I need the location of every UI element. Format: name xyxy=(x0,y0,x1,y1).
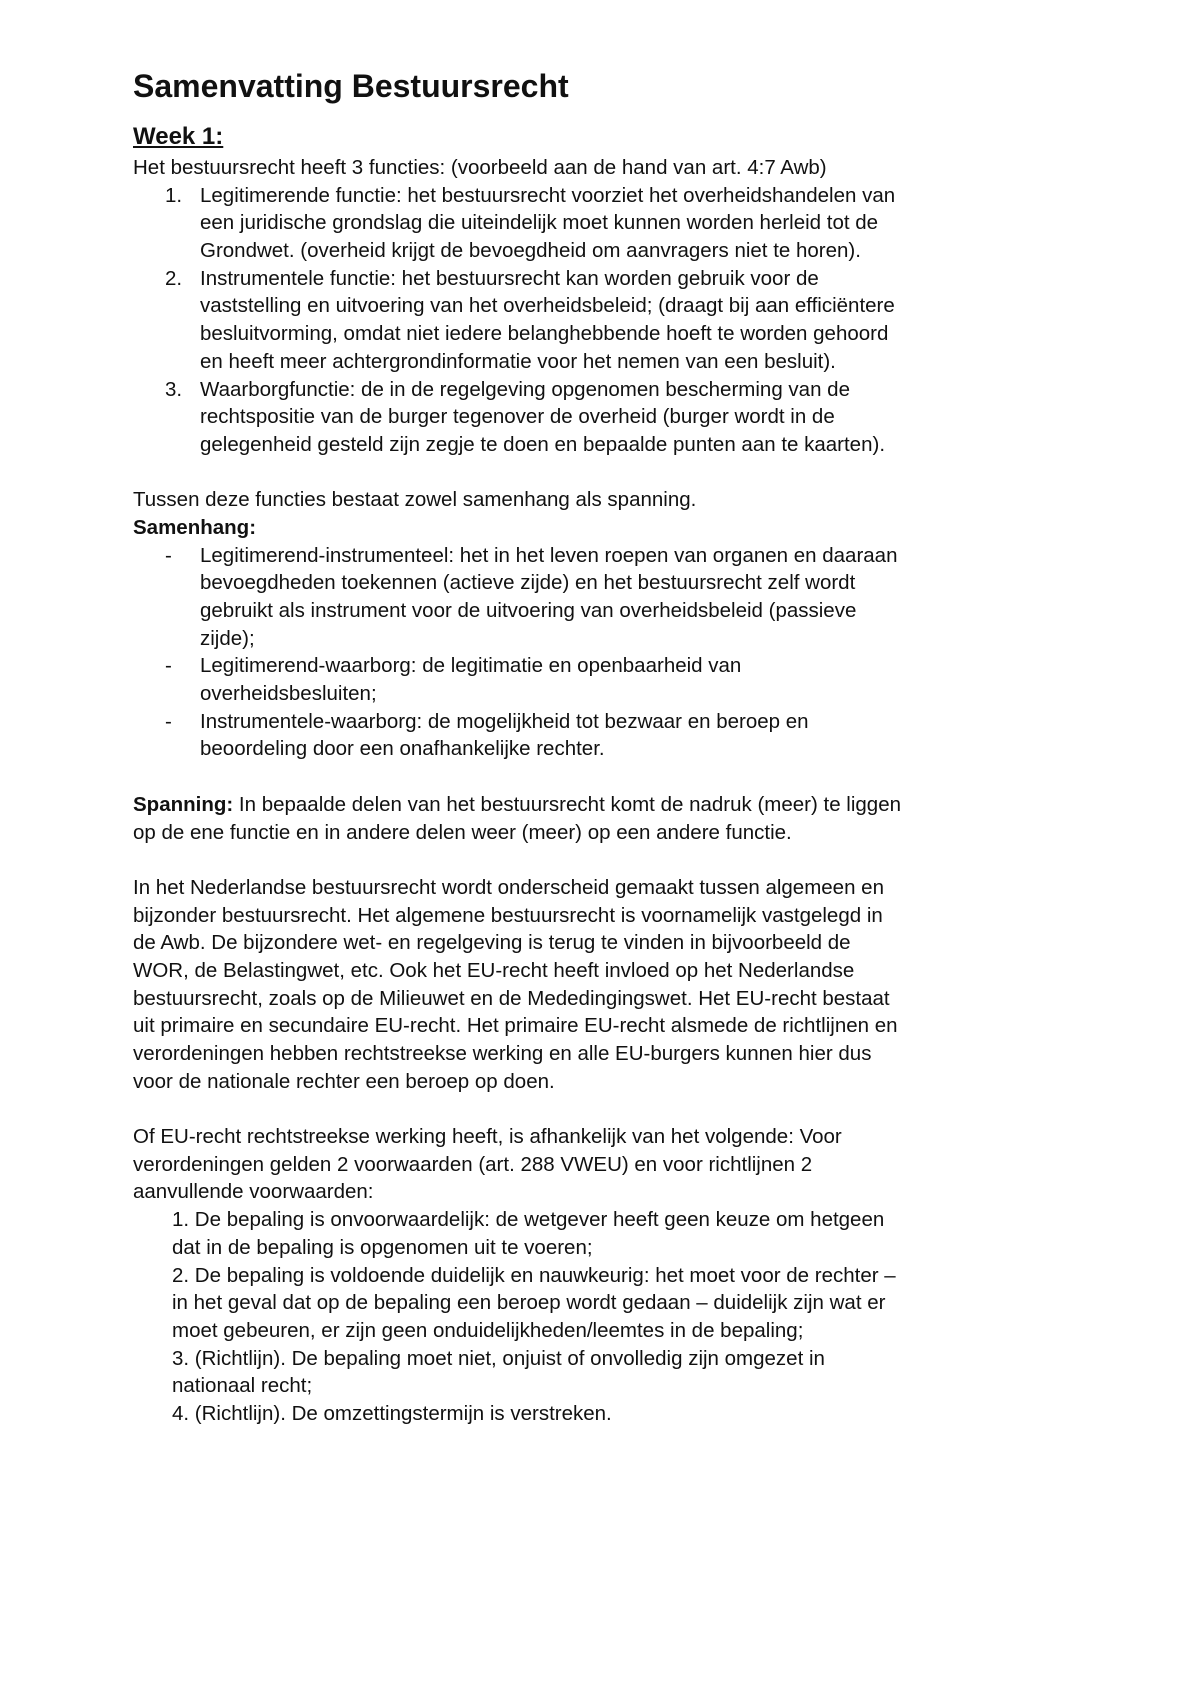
line-content: Instrumentele functie: het bestuursrecht kan worden gebruik voor de xyxy=(200,266,819,290)
line-content: besluitvorming, omdat niet iedere belanghebbende hoeft te worden gehoord xyxy=(200,322,889,346)
line-content: vaststelling en uitvoering van het overheidsbeleid; (draagt bij aan efficiëntere xyxy=(200,294,895,318)
line-text xyxy=(200,652,741,680)
line-content: de Awb. De bijzondere wet- en regelgeving is terug te vinden in bijvoorbeeld de xyxy=(133,931,851,955)
text-line xyxy=(0,597,1200,625)
line-content: Tussen deze functies bestaat zowel samenhang als spanning. xyxy=(133,488,697,512)
line-text xyxy=(172,1262,896,1290)
line-text xyxy=(200,735,605,763)
text-line xyxy=(0,652,1200,680)
text-line xyxy=(0,985,1200,1013)
line-content: Of EU-recht rechtstreekse werking heeft, is afhankelijk van het volgende: Voor xyxy=(133,1125,842,1149)
line-content: op de ene functie en in andere delen weer (meer) op een andere functie. xyxy=(133,820,792,844)
blank-line xyxy=(0,846,1200,874)
text-line xyxy=(0,735,1200,763)
line-content: dat in de bepaling is opgenomen uit te voeren; xyxy=(172,1235,593,1259)
text-line xyxy=(0,625,1200,653)
line-content: rechtspositie van de burger tegenover de overheid (burger wordt in de xyxy=(200,405,835,429)
text-line xyxy=(0,320,1200,348)
text-line xyxy=(0,569,1200,597)
text-line xyxy=(0,1234,1200,1262)
text-line xyxy=(0,431,1200,459)
line-text xyxy=(200,237,861,265)
line-text xyxy=(200,182,895,210)
line-text xyxy=(172,1400,612,1428)
text-line xyxy=(0,957,1200,985)
text-line xyxy=(0,292,1200,320)
blank-line xyxy=(0,1095,1200,1123)
text-line xyxy=(0,1012,1200,1040)
text-line xyxy=(0,1317,1200,1345)
bullet-marker: - xyxy=(165,709,172,733)
text-line xyxy=(0,486,1200,514)
line-text xyxy=(133,929,851,957)
line-text xyxy=(133,1123,842,1151)
bullet-marker: - xyxy=(165,654,172,678)
bold-label: Samenhang: xyxy=(133,515,257,539)
line-text xyxy=(200,569,855,597)
text-line xyxy=(0,791,1200,819)
line-content: nationaal recht; xyxy=(172,1374,313,1398)
text-line xyxy=(0,1372,1200,1400)
line-content: 1. De bepaling is onvoorwaardelijk: de wetgever heeft geen keuze om hetgeen xyxy=(172,1208,885,1232)
text-line xyxy=(0,1400,1200,1428)
text-line xyxy=(0,403,1200,431)
line-content: Legitimerend-waarborg: de legitimatie en openbaarheid van xyxy=(200,654,742,678)
text-line xyxy=(0,1123,1200,1151)
text-line xyxy=(0,1068,1200,1096)
line-content: verordeningen gelden 2 voorwaarden (art. 288 VWEU) en voor richtlijnen 2 xyxy=(133,1152,813,1176)
text-line xyxy=(0,1345,1200,1373)
line-text xyxy=(133,1012,898,1040)
line-text xyxy=(172,1289,885,1317)
line-text xyxy=(172,1206,884,1234)
text-line xyxy=(0,376,1200,404)
bold-label: Spanning: xyxy=(133,792,234,816)
line-content: WOR, de Belastingwet, etc. Ook het EU-recht heeft invloed op het Nederlandse xyxy=(133,958,855,982)
text-line xyxy=(0,929,1200,957)
line-text xyxy=(172,1345,825,1373)
text-line xyxy=(0,680,1200,708)
line-content: moet gebeuren, er zijn geen onduidelijkheden/leemtes in de bepaling; xyxy=(172,1318,804,1342)
text-line xyxy=(0,182,1200,210)
line-text xyxy=(200,209,878,237)
line-content: een juridische grondslag die uiteindelijk moet kunnen worden herleid tot de xyxy=(200,211,879,235)
line-content: Grondwet. (overheid krijgt de bevoegdheid om aanvragers niet te horen). xyxy=(200,239,861,263)
text-line xyxy=(0,265,1200,293)
line-content: bestuursrecht, zoals op de Milieuwet en de Mededingingswet. Het EU-recht bestaat xyxy=(133,986,890,1010)
text-line xyxy=(0,902,1200,930)
blank-line xyxy=(0,459,1200,487)
list-number: 2. xyxy=(165,266,183,290)
line-content: bijzonder bestuursrecht. Het algemene bestuursrecht is voornamelijk vastgelegd in xyxy=(133,903,883,927)
line-content: gebruikt als instrument voor de uitvoering van overheidsbeleid (passieve xyxy=(200,599,857,622)
line-text xyxy=(133,985,890,1013)
line-text xyxy=(172,1372,312,1400)
text-line xyxy=(0,209,1200,237)
text-line xyxy=(0,819,1200,847)
text-line xyxy=(0,1262,1200,1290)
line-content: aanvullende voorwaarden: xyxy=(133,1180,374,1204)
line-text xyxy=(200,431,885,459)
list-number: 3. xyxy=(165,377,183,401)
text-line xyxy=(0,708,1200,736)
line-text xyxy=(200,403,835,431)
text-line xyxy=(0,542,1200,570)
line-text xyxy=(200,292,895,320)
line-text xyxy=(133,874,884,902)
line-content: overheidsbesluiten; xyxy=(200,682,377,706)
text-line xyxy=(0,1206,1200,1234)
line-content: Het bestuursrecht heeft 3 functies: (voorbeeld aan de hand van art. 4:7 Awb) xyxy=(133,156,827,179)
line-text xyxy=(133,486,696,514)
line-content: verordeningen hebben rechtstreekse werking en alle EU-burgers kunnen hier dus xyxy=(133,1042,872,1065)
line-text xyxy=(200,265,819,293)
bullet-marker: - xyxy=(165,543,172,567)
line-text xyxy=(200,625,255,653)
text-line xyxy=(0,1151,1200,1179)
line-text xyxy=(172,1234,593,1262)
line-text xyxy=(133,791,901,819)
line-text xyxy=(200,542,897,570)
line-content: 2. De bepaling is voldoende duidelijk en nauwkeurig: het moet voor de rechter – xyxy=(172,1263,896,1287)
line-text xyxy=(133,154,827,182)
line-text xyxy=(133,819,792,847)
text-line xyxy=(0,1178,1200,1206)
blank-line xyxy=(0,763,1200,791)
line-text xyxy=(133,514,256,542)
line-text xyxy=(200,597,856,625)
text-line xyxy=(0,348,1200,376)
line-content: voor de nationale rechter een beroep op doen. xyxy=(133,1069,555,1093)
section-heading-week-1: Week 1: xyxy=(133,123,224,150)
line-content: 4. (Richtlijn). De omzettingstermijn is verstreken. xyxy=(172,1401,612,1425)
line-text xyxy=(200,680,377,708)
line-content: 3. (Richtlijn). De bepaling moet niet, onjuist of onvolledig zijn omgezet in xyxy=(172,1346,825,1370)
line-text xyxy=(200,708,809,736)
line-text xyxy=(133,1040,871,1068)
line-text xyxy=(133,902,883,930)
line-text xyxy=(200,348,836,376)
line-text xyxy=(200,376,850,404)
text-line xyxy=(0,154,1200,182)
line-content: Waarborgfunctie: de in de regelgeving opgenomen bescherming van de xyxy=(200,377,850,401)
text-line xyxy=(0,1289,1200,1317)
line-content: Instrumentele-waarborg: de mogelijkheid tot bezwaar en beroep en xyxy=(200,709,809,733)
text-line xyxy=(0,514,1200,542)
line-text xyxy=(133,1068,555,1096)
line-content: bevoegdheden toekennen (actieve zijde) en het bestuursrecht zelf wordt xyxy=(200,571,856,595)
line-content: beoordeling door een onafhankelijke rechter. xyxy=(200,737,605,761)
line-content: In het Nederlandse bestuursrecht wordt onderscheid gemaakt tussen algemeen en xyxy=(133,875,884,899)
document-title: Samenvatting Bestuursrecht xyxy=(133,68,569,104)
line-content: In bepaalde delen van het bestuursrecht komt de nadruk (meer) te liggen xyxy=(233,792,902,816)
line-content: Legitimerend-instrumenteel: het in het leven roepen van organen en daaraan xyxy=(200,543,898,567)
line-content: gelegenheid gesteld zijn zegje te doen en bepaalde punten aan te kaarten). xyxy=(200,432,886,456)
line-content: uit primaire en secundaire EU-recht. Het primaire EU-recht alsmede de richtlijnen en xyxy=(133,1014,898,1038)
text-line xyxy=(0,874,1200,902)
list-number: 1. xyxy=(165,183,183,207)
line-content: in het geval dat op de bepaling een beroep wordt gedaan – duidelijk zijn wat er xyxy=(172,1291,886,1315)
line-content: en heeft meer achtergrondinformatie voor het nemen van een besluit). xyxy=(200,349,836,373)
document-body xyxy=(0,154,1200,1428)
line-text xyxy=(172,1317,803,1345)
line-text xyxy=(133,1151,812,1179)
line-text xyxy=(200,320,888,348)
line-content: Legitimerende functie: het bestuursrecht voorziet het overheidshandelen van xyxy=(200,183,896,207)
line-text xyxy=(133,1178,373,1206)
line-text xyxy=(133,957,854,985)
text-line xyxy=(0,237,1200,265)
text-line xyxy=(0,1040,1200,1068)
line-content: zijde); xyxy=(200,626,255,650)
